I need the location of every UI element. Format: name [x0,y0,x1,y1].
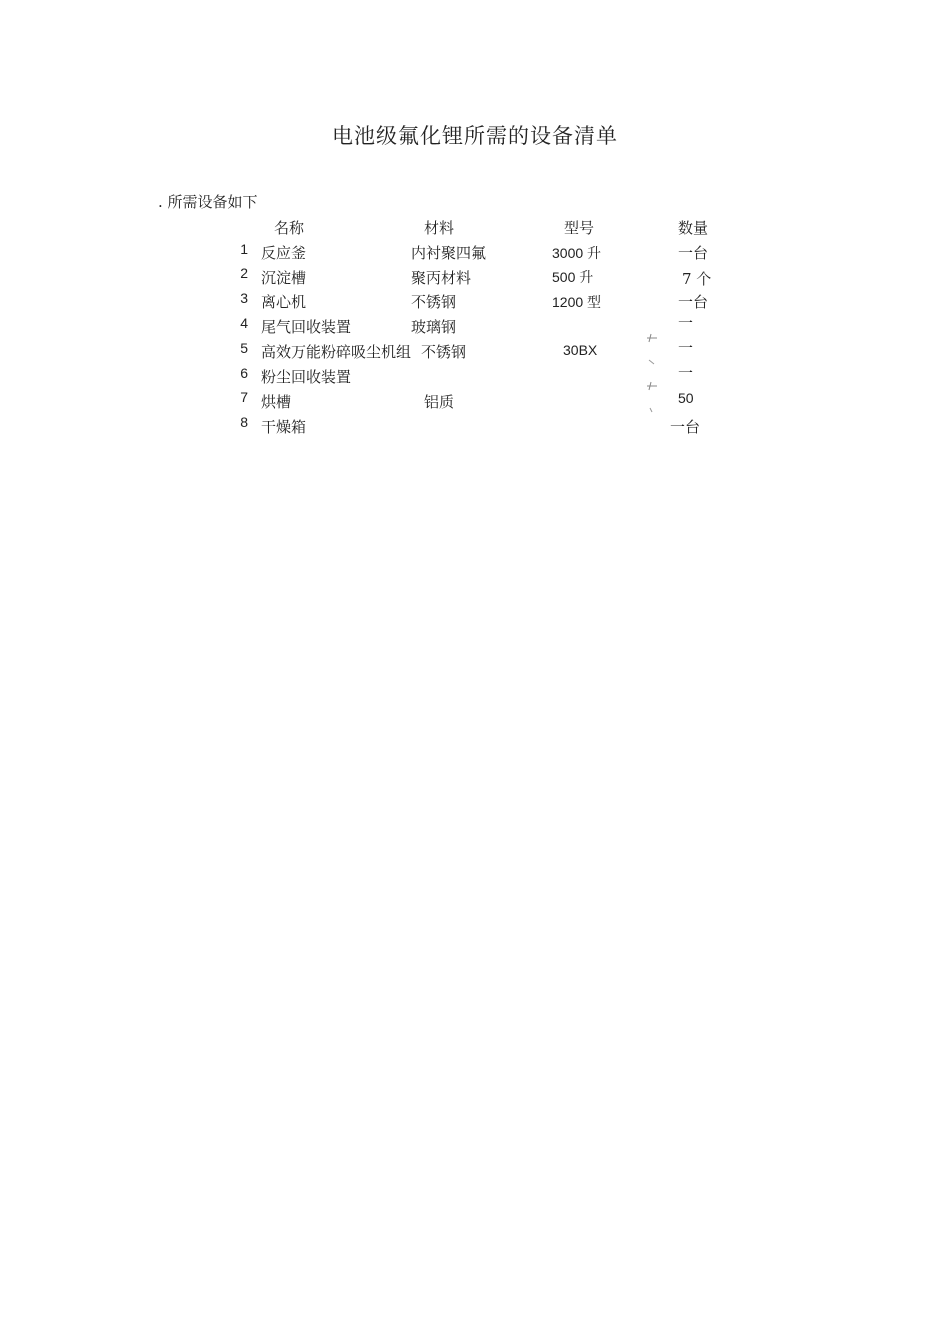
row-index: 5 [240,340,248,356]
row-quantity: 一 [678,364,694,382]
row-index: 1 [240,241,248,257]
row-name: 高效万能粉碎吸尘机组 [261,343,412,361]
row-name: 烘槽 [261,393,292,411]
row-quantity: 7 个 [682,270,712,288]
row-index: 2 [240,265,248,281]
row-index: 7 [240,389,248,405]
row-material: 铝质 [424,393,455,411]
row-quantity: 50 [678,390,694,406]
row-material: 不锈钢 [411,293,457,311]
row-name: 粉尘回收装置 [261,368,352,386]
row-model: 3000 升 [552,245,602,261]
row-quantity: 一台 [678,293,709,311]
row-name: 尾气回收装置 [261,318,352,336]
header-material: 材料 [424,219,455,237]
row-model: 500 升 [552,269,594,285]
row-material: 玻璃钢 [411,318,457,336]
row-material: 聚丙材料 [411,269,472,287]
page-title: 电池级氟化锂所需的设备清单 [332,124,618,148]
row-quantity: 一 [678,339,694,357]
row-index: 8 [240,414,248,430]
header-quantity: 数量 [678,219,709,237]
row-material: 内衬聚四氟 [411,244,487,262]
row-material: 不锈钢 [421,343,467,361]
faint-text-fragments [644,330,660,415]
header-name: 名称 [274,219,305,237]
row-model: 30BX [563,342,598,358]
row-index: 4 [240,315,248,331]
row-name: 沉淀槽 [261,269,307,287]
intro-text: . 所需设备如下 [158,193,258,211]
header-model: 型号 [564,219,595,237]
row-model: 1200 型 [552,294,602,310]
row-name: 干燥箱 [261,418,307,436]
row-name: 离心机 [261,293,307,311]
row-quantity: 一台 [678,244,709,262]
row-name: 反应釜 [261,244,307,262]
row-index: 6 [240,365,248,381]
row-quantity: 一台 [670,418,701,436]
row-index: 3 [240,290,248,306]
row-quantity: 一 [678,314,694,332]
